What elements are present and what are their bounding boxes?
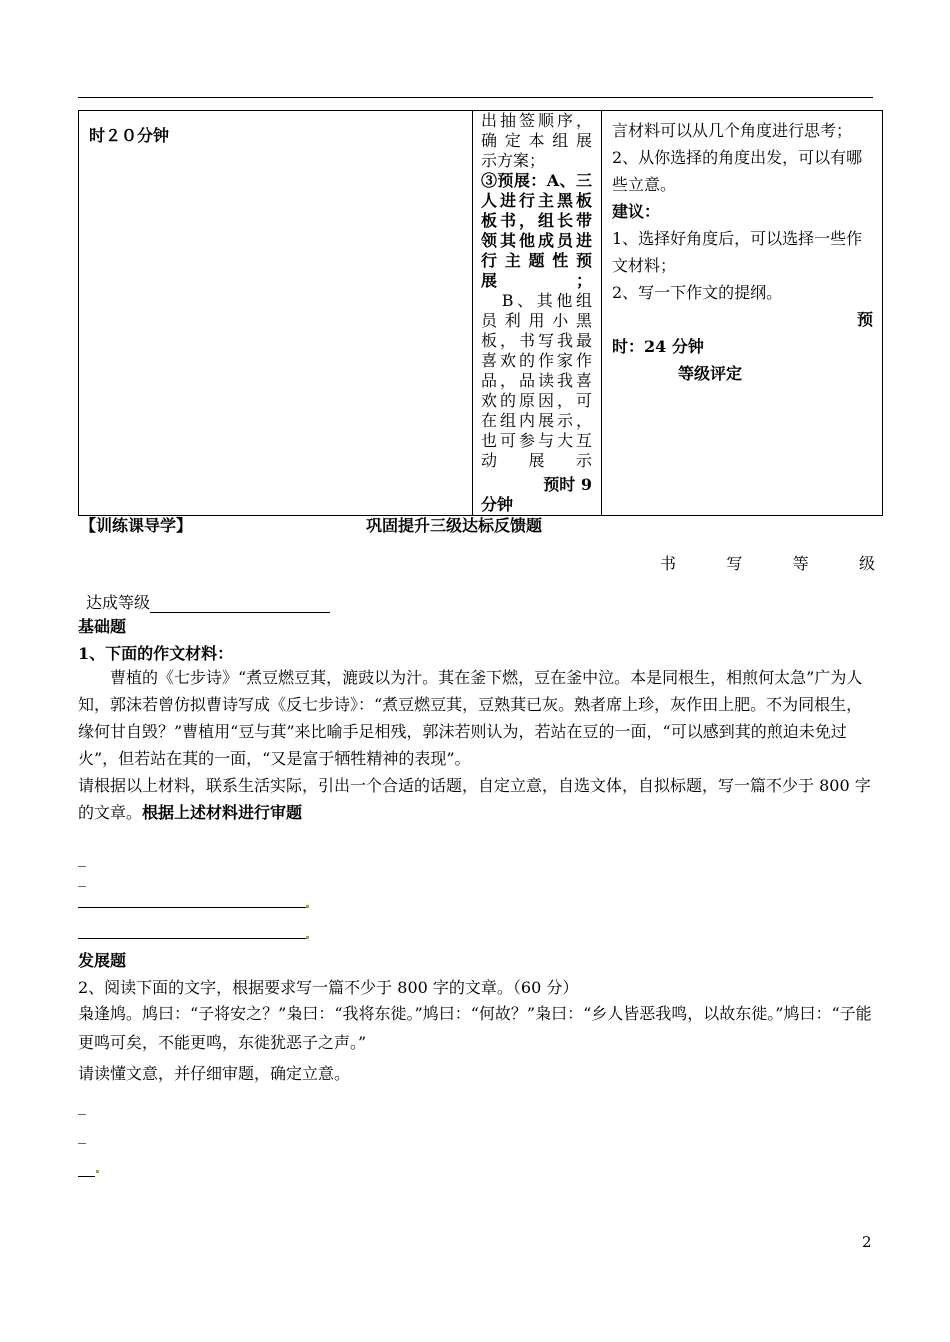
- mark-dot: [96, 1170, 99, 1173]
- q2-requirement: 请读懂文意，并仔细审题，确定立意。: [78, 1064, 351, 1083]
- table-cell-guidance: [602, 111, 883, 516]
- suggest-item: 2、写一下作文的提纲。: [612, 283, 783, 302]
- preview-label: ③预展：: [481, 171, 547, 190]
- basic-title: 基础题: [78, 617, 127, 636]
- activity-line: 示方案；: [481, 151, 546, 170]
- writing-grade: [660, 551, 875, 574]
- guidance-text: 言材料可以从几个角度进行思考；: [612, 121, 853, 140]
- activity-line: 确定本组展: [481, 131, 592, 150]
- section-heading-left: 【训练课导学】: [80, 516, 193, 535]
- cell-time-text: 时２０分钟: [89, 126, 170, 145]
- q1-title: 1、下面的作文材料：: [78, 644, 234, 663]
- q2-paragraph: 枭逢鸠。鸠曰：“子将安之？”枭曰：“我将东徙。”鸠曰：“何故？”枭曰：“乡人皆恶我鸣，以故东徙。”鸠曰：“子能更鸣可矣，不能更鸣，东徙犹恶子之声。”: [78, 1004, 872, 1052]
- q1-body: [78, 664, 875, 826]
- activity-time-1: 预时 9: [543, 475, 592, 494]
- writing-grade-char: 写: [726, 554, 743, 573]
- answer-dash: _: [78, 1158, 95, 1177]
- suggest-item: 1、选择好角度后，可以选择一些作文材料；: [612, 229, 863, 275]
- guidance-time-a: 预: [856, 310, 873, 329]
- answer-dash: _: [78, 1096, 86, 1115]
- dev-title: 发展题: [78, 951, 127, 970]
- answer-dash: _: [78, 848, 86, 867]
- achieve-field[interactable]: [150, 594, 330, 613]
- q1-requirement: 请根据以上材料，联系生活实际，引出一个合适的话题，自定立意，自选文体，自拟标题，写一篇不少于 800 字的文章。: [78, 776, 871, 822]
- table-cell-time: [79, 111, 473, 516]
- q2-title: 2、阅读下面的文字，根据要求写一篇不少于 800 字的文章。（60 分）: [78, 978, 579, 997]
- answer-line[interactable]: [78, 907, 308, 908]
- section-heading-center: 巩固提升三级达标反馈题: [366, 516, 543, 535]
- guidance-time-b: 时：24 分钟: [612, 337, 704, 356]
- lesson-table: [78, 110, 883, 516]
- preview-b-text: B、其他组员利用小黑板，书写我最喜欢的作家作品，品读我喜欢的原因，可在组内展示，也可参与大互动展示: [481, 291, 592, 470]
- q2-body: [78, 999, 875, 1057]
- mark-dot: [306, 936, 309, 939]
- mark-dot: [306, 905, 309, 908]
- q1-requirement-bold: 根据上述材料进行审题: [142, 803, 303, 822]
- writing-grade-char: 书: [660, 554, 677, 573]
- writing-grade-char: 等: [792, 554, 809, 573]
- page-number: 2: [862, 1233, 872, 1251]
- achieve-row: [86, 590, 330, 613]
- suggest-label: 建议：: [612, 202, 661, 221]
- writing-grade-char: 级: [858, 554, 875, 573]
- answer-dash: _: [78, 1125, 86, 1144]
- preview-a-text: A、三人进行主黑板板书，组长带领其他成员进行主题性预展；: [481, 171, 592, 290]
- activity-time-2: 分钟: [481, 495, 514, 514]
- header-rule: [78, 97, 873, 98]
- achieve-label: 达成等级: [86, 593, 151, 612]
- table-cell-activity: [473, 111, 602, 516]
- guidance-text: 2、从你选择的角度出发，可以有哪些立意。: [612, 148, 863, 194]
- activity-line: 出抽签顺序，: [481, 111, 592, 130]
- answer-dash: _: [78, 868, 86, 887]
- q1-paragraph: 曹植的《七步诗》“煮豆燃豆萁，漉豉以为汁。萁在釜下燃，豆在釜中泣。本是同根生，相煎何太急”广为人知，郭沫若曾仿拟曹诗写成《反七步诗》：“煮豆燃豆萁，豆熟萁已灰。熟者席上珍，灰作田上肥。不为同根生，缘何甘自毁？”曹植用“豆与萁”来比喻手足相残，郭沫若则认为，若站在豆的一面，“可以感到萁的煎迫未免过火”，但若站在萁的一面，“又是富于牺牲精神的表现”。: [78, 668, 863, 768]
- answer-line[interactable]: [78, 938, 308, 939]
- grade-label: 等级评定: [678, 364, 743, 383]
